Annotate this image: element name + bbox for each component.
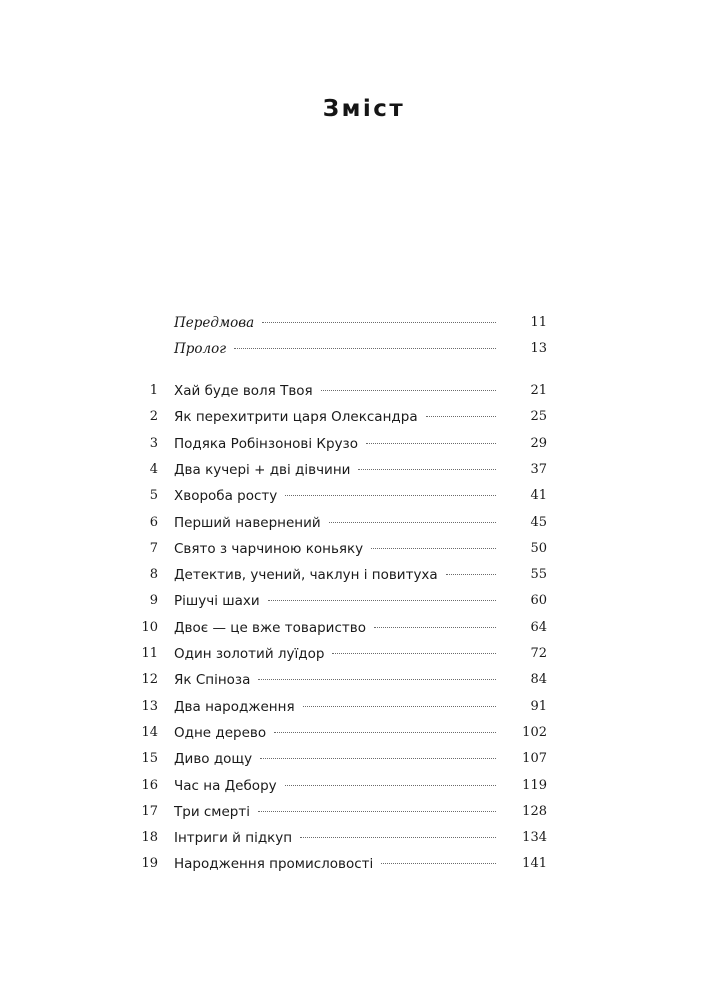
page-number: 64 xyxy=(530,619,547,635)
entry-title: Два народження xyxy=(174,698,295,715)
entry-title-line xyxy=(174,310,496,336)
page-number: 141 xyxy=(522,856,547,872)
entry-title-line xyxy=(174,720,496,746)
chapter-entry xyxy=(0,851,728,877)
chapter-entry xyxy=(0,615,728,641)
page-number: 50 xyxy=(530,540,547,556)
dot-leader xyxy=(258,678,496,680)
entry-title-line xyxy=(174,336,496,362)
entry-title: Хай буде воля Твоя xyxy=(174,383,313,399)
chapter-number: 13 xyxy=(141,698,158,714)
entry-title: Двоє — це вже товариство xyxy=(174,619,366,636)
entry-title: Хвороба росту xyxy=(174,488,278,505)
chapter-number: 3 xyxy=(149,435,158,451)
entry-title-line xyxy=(174,799,496,825)
entry-title: Як Спіноза xyxy=(174,672,251,689)
chapter-number: 10 xyxy=(141,619,158,635)
dot-leader xyxy=(381,862,496,864)
entry-title-line xyxy=(174,483,496,509)
chapter-entry xyxy=(0,588,728,614)
entry-title: Передмова xyxy=(174,315,255,331)
entry-title-line xyxy=(174,588,496,614)
chapter-number: 18 xyxy=(141,830,158,846)
entry-title: Перший навернений xyxy=(174,514,321,531)
page-number: 60 xyxy=(530,593,547,609)
entry-title: Одне дерево xyxy=(174,724,267,741)
front-matter-entry xyxy=(0,310,728,336)
dot-leader xyxy=(366,442,496,444)
dot-leader xyxy=(234,347,496,349)
page-number: 119 xyxy=(522,777,547,793)
page-number: 55 xyxy=(530,567,547,583)
chapter-number: 19 xyxy=(141,856,158,872)
entry-title-line xyxy=(174,404,496,430)
entry-title-line xyxy=(174,562,496,588)
dot-leader xyxy=(285,784,496,786)
dot-leader xyxy=(260,757,496,759)
dot-leader xyxy=(321,389,496,391)
chapter-number: 4 xyxy=(149,461,158,477)
chapter-entry xyxy=(0,536,728,562)
chapter-number: 12 xyxy=(141,672,158,688)
chapter-entry xyxy=(0,510,728,536)
chapter-entry xyxy=(0,483,728,509)
entry-title-line xyxy=(174,641,496,667)
page-number: 84 xyxy=(530,672,547,688)
entry-title-line xyxy=(174,378,496,404)
page-number: 128 xyxy=(522,803,547,819)
page-number: 107 xyxy=(522,751,547,767)
entry-title-line xyxy=(174,694,496,720)
chapter-entry xyxy=(0,799,728,825)
entry-title-line xyxy=(174,431,496,457)
entry-title-line xyxy=(174,851,496,877)
chapter-entry xyxy=(0,773,728,799)
dot-leader xyxy=(285,494,496,496)
entry-title: Один золотий луїдор xyxy=(174,646,325,662)
page-number: 41 xyxy=(530,488,547,504)
entry-title: Інтриги й підкуп xyxy=(174,830,293,847)
chapter-entry xyxy=(0,667,728,693)
chapter-number: 9 xyxy=(149,593,158,609)
entry-title: Народження промисловості xyxy=(174,856,374,873)
entry-title-line xyxy=(174,825,496,851)
chapter-entry xyxy=(0,431,728,457)
chapter-number: 5 xyxy=(149,488,158,504)
chapter-number: 15 xyxy=(141,751,158,767)
chapter-entry xyxy=(0,404,728,430)
entry-title: Рішучі шахи xyxy=(174,593,260,610)
dot-leader xyxy=(371,547,496,549)
chapter-entry xyxy=(0,378,728,404)
chapter-number: 14 xyxy=(141,724,158,740)
page-number: 134 xyxy=(522,830,547,846)
page-number: 91 xyxy=(530,698,547,714)
entry-title: Два кучері + дві дівчини xyxy=(174,461,351,478)
entry-title-line xyxy=(174,615,496,641)
entry-title: Пролог xyxy=(174,341,227,358)
entry-title: Свято з чарчиною коньяку xyxy=(174,540,364,557)
chapter-entry xyxy=(0,694,728,720)
dot-leader xyxy=(258,810,496,812)
chapter-entry xyxy=(0,825,728,851)
page-number: 21 xyxy=(530,383,547,398)
chapter-entry xyxy=(0,720,728,746)
page-number: 11 xyxy=(530,315,547,330)
entry-title: Три смерті xyxy=(174,803,250,820)
chapter-number: 16 xyxy=(141,777,158,793)
page-number: 29 xyxy=(530,435,547,451)
chapter-number: 8 xyxy=(149,567,158,583)
front-matter-entry xyxy=(0,336,728,362)
entry-title: Детектив, учений, чаклун і повитуха xyxy=(174,567,438,584)
chapter-number: 7 xyxy=(149,540,158,556)
dot-leader xyxy=(374,626,496,628)
page-number: 37 xyxy=(530,461,547,477)
page-number: 102 xyxy=(522,724,547,740)
entry-title: Час на Дебору xyxy=(174,777,277,794)
dot-leader xyxy=(446,573,496,575)
chapter-number: 1 xyxy=(149,383,158,398)
dot-leader xyxy=(332,652,496,654)
dot-leader xyxy=(262,321,496,323)
chapter-number: 11 xyxy=(141,646,158,661)
entry-title: Диво дощу xyxy=(174,751,253,768)
dot-leader xyxy=(358,468,496,470)
chapter-entry xyxy=(0,562,728,588)
dot-leader xyxy=(303,705,496,707)
entry-title-line xyxy=(174,667,496,693)
dot-leader xyxy=(274,731,496,733)
chapter-entry xyxy=(0,746,728,772)
page-number: 45 xyxy=(530,514,547,530)
chapter-entry xyxy=(0,641,728,667)
page-number: 25 xyxy=(530,409,547,425)
page-number: 72 xyxy=(530,646,547,661)
entry-title-line xyxy=(174,746,496,772)
chapter-entry xyxy=(0,457,728,483)
entry-title: Подяка Робінзонові Крузо xyxy=(174,435,358,452)
entry-title-line xyxy=(174,457,496,483)
entry-title-line xyxy=(174,510,496,536)
dot-leader xyxy=(300,836,496,838)
entry-title-line xyxy=(174,536,496,562)
dot-leader xyxy=(268,599,496,601)
page-number: 13 xyxy=(530,341,547,357)
dot-leader xyxy=(329,521,496,523)
chapter-number: 2 xyxy=(149,409,158,425)
entry-title-line xyxy=(174,773,496,799)
entry-title: Як перехитрити царя Олександра xyxy=(174,409,418,426)
chapter-number: 6 xyxy=(149,514,158,530)
page-title: Зміст xyxy=(322,96,406,122)
dot-leader xyxy=(426,415,496,417)
chapter-number: 17 xyxy=(141,803,158,819)
